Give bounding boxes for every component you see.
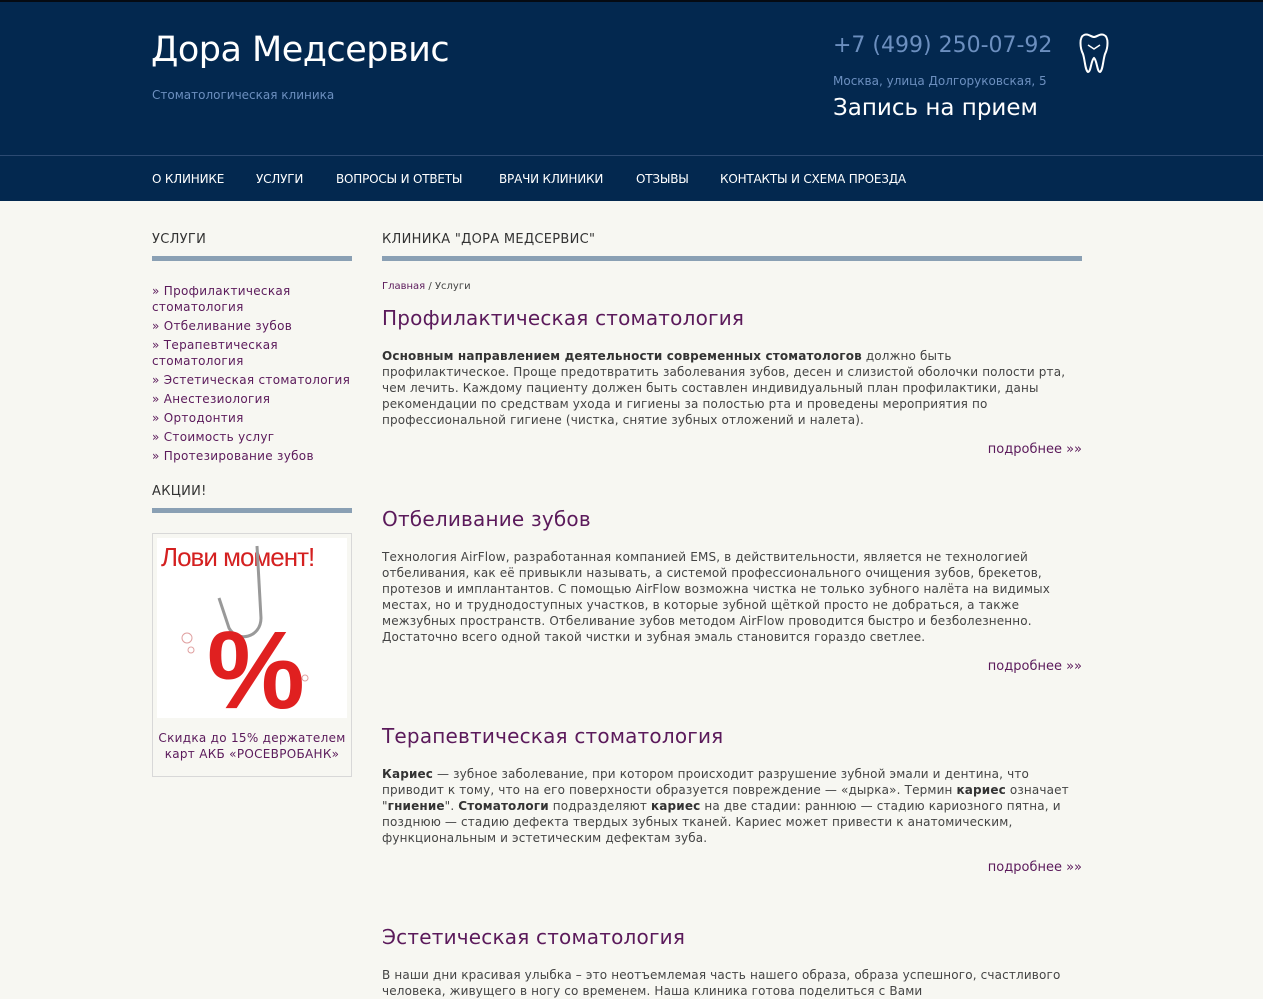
tooth-icon (1078, 32, 1110, 74)
article-title[interactable]: Профилактическая стоматология (382, 306, 745, 330)
article-title[interactable]: Терапевтическая стоматология (382, 724, 724, 748)
service-link[interactable]: » Ортодонтия (152, 411, 244, 425)
nav-doctors[interactable]: ВРАЧИ КЛИНИКИ (499, 172, 604, 186)
service-link[interactable]: » Анестезиология (152, 392, 271, 406)
main-content (382, 232, 1082, 999)
svg-text:%: % (207, 609, 305, 718)
breadcrumb-current: Услуги (434, 281, 471, 292)
article-text: Технология AirFlow, разработанная компанией EMS, в действительности, является не технологией отбеливания, как её привыкли называть, а системой профессионального очищения зубов, брекетов, протезов и имплантантов. С помощью AirFlow возможна чистка не только зубного налёта на видимых местах, но и труднодоступных участков, в которые зубной щёткой просто не добраться, а также межзубных пространств. Отбеливание зубов методом AirFlow проводится быстро и безболезненно. Достаточно всего одной такой чистки и зубная эмаль становится гораздо светлее. (382, 550, 1051, 644)
more-link[interactable]: подробнее »» (987, 860, 1082, 875)
nav-reviews[interactable]: ОТЗЫВЫ (636, 172, 689, 186)
service-link[interactable]: » Протезирование зубов (152, 449, 314, 463)
breadcrumb-separator: / (425, 281, 435, 292)
more-link[interactable]: подробнее »» (987, 442, 1082, 457)
phone-number: +7 (499) 250-07-92 (833, 33, 1053, 58)
more-link[interactable]: подробнее »» (987, 659, 1082, 674)
article (382, 925, 1082, 999)
service-link[interactable]: » Отбеливание зубов (152, 319, 293, 333)
promo-image[interactable] (157, 538, 347, 718)
nav-about[interactable]: О КЛИНИКЕ (152, 172, 225, 186)
breadcrumb (382, 281, 1082, 292)
page-title: КЛИНИКА "ДОРА МЕДСЕРВИС" (382, 232, 1082, 261)
services-heading: УСЛУГИ (152, 232, 352, 261)
article (382, 507, 1082, 674)
site-subtitle: Стоматологическая клиника (152, 88, 335, 102)
percent-hook-icon (157, 538, 347, 718)
article-text: Основным направлением деятельности современных стоматологов должно быть профилактическое. Проще предотвратить заболевания зубов, десен и слизистой оболочки полости рта, чем лечить. Каждому пациенту должен быть составлен индивидуальный план профилактики, даны рекомендации по средствам ухода и гигиены за полостью рта и проведены мероприятия по профессиональной гигиене (чистка, снятие зубных отложений и налета). (382, 349, 1066, 427)
site-title[interactable]: Дора Медсервис (151, 30, 450, 70)
article-title[interactable]: Эстетическая стоматология (382, 925, 686, 949)
address: Москва, улица Долгоруковская, 5 (833, 74, 1047, 88)
service-link[interactable]: » Терапевтическая стоматология (152, 338, 278, 368)
service-link[interactable]: » Профилактическая стоматология (152, 284, 291, 314)
promo-caption: Скидка до 15% держателем карт АКБ «РОСЕВРОБАНК» (158, 731, 346, 761)
appointment-link[interactable]: Запись на прием (833, 95, 1038, 121)
promo-image-text: Лови момент! (161, 542, 315, 572)
promo-box[interactable] (152, 533, 352, 777)
service-link[interactable]: » Стоимость услуг (152, 430, 275, 444)
promo-heading: АКЦИИ! (152, 484, 352, 513)
article-text: В наши дни красивая улыбка – это неотъемлемая часть нашего образа, образа успешного, счастливого человека, живущего в ногу со временем. Наша клиника готова поделиться с Вами (382, 968, 1061, 998)
sidebar (152, 232, 352, 777)
main-nav (0, 155, 1263, 201)
article (382, 724, 1082, 875)
header (0, 0, 1263, 155)
article-title[interactable]: Отбеливание зубов (382, 507, 591, 531)
breadcrumb-home[interactable]: Главная (382, 281, 426, 292)
article (382, 306, 1082, 457)
services-list (152, 283, 352, 464)
service-link[interactable]: » Эстетическая стоматология (152, 373, 351, 387)
nav-services[interactable]: УСЛУГИ (256, 172, 304, 186)
nav-faq[interactable]: ВОПРОСЫ И ОТВЕТЫ (336, 172, 463, 186)
nav-contacts[interactable]: КОНТАКТЫ И СХЕМА ПРОЕЗДА (720, 172, 906, 186)
article-text: Кариес — зубное заболевание, при котором происходит разрушение зубной эмали и дентина, что приводит к тому, что на его поверхности образуется повреждение — «дырка». Термин кариес означает "гниение". Стоматологи подразделяют кариес на две стадии: раннюю — стадию кариозного пятна, и позднюю — стадию дефекта твердых зубных тканей. Кариес может привести к анатомическим, функциональным и эстетическим дефектам зуба. (382, 767, 1069, 845)
